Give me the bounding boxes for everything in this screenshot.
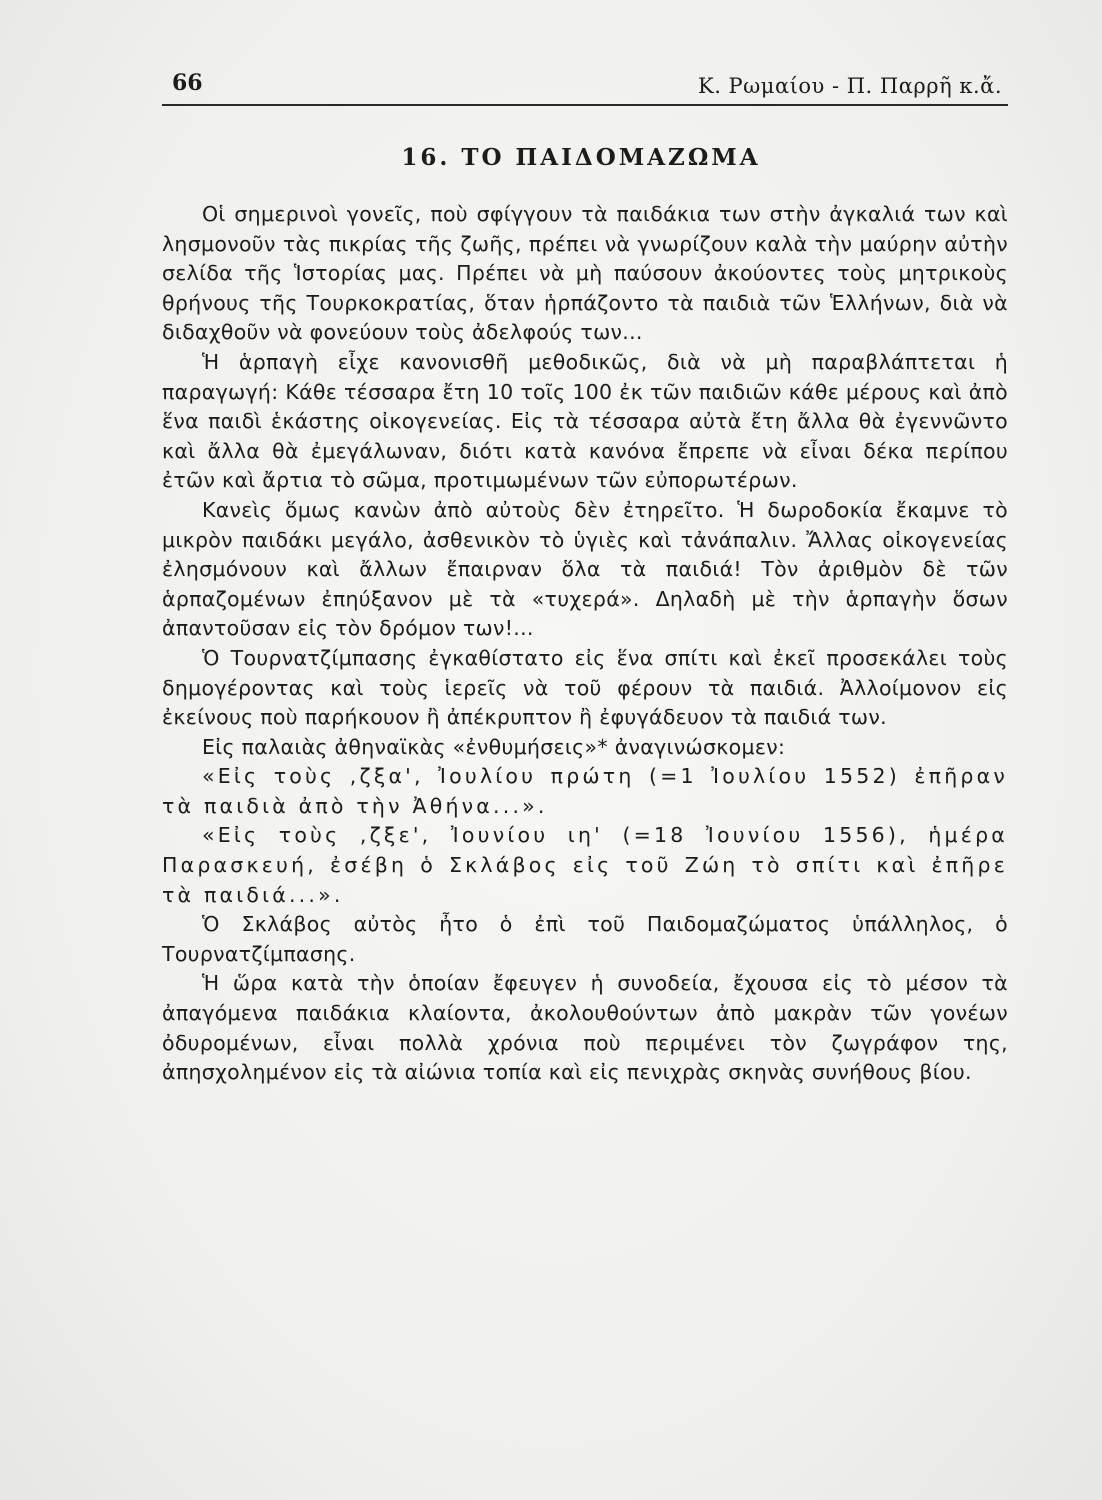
paragraph-2: Ἡ ἁρπαγὴ εἶχε κανονισθῆ μεθοδικῶς, διὰ νὰ μὴ παραβλάπτεται ἡ παραγωγή: Κάθε τέσσαρα ἔτη 10 τοῖς 100 ἐκ τῶν παιδιῶν κάθε μέρους καὶ ἀπὸ ἕνα παιδὶ ἑκάστης οἰκογενείας. Εἰς τὰ τέσσαρα αὐτὰ ἔτη ἄλλα θὰ ἐγεννῶντο καὶ ἄλλα θὰ ἐμεγάλωναν, διότι κατὰ κανόνα ἔπρεπε νὰ εἶναι δέκα περίπου ἐτῶν καὶ ἄρτια τὸ σῶμα, προτιμωμένων τῶν εὐπορωτέρων. [162, 349, 1008, 493]
paragraph-7: Ἡ ὥρα κατὰ τὴν ὁποίαν ἔφευγεν ἡ συνοδεία, ἔχουσα εἰς τὸ μέσον τὰ ἀπαγόμενα παιδάκια κλαίοντα, ἀκολουθούντων ἀπὸ μακρὰν τῶν γονέων ὀδυρομένων, εἶναι πολλὰ χρόνια ποὺ περιμένει τὸν ζωγράφον της, ἀπησχολημένον εἰς τὰ αἰώνια τοπία καὶ εἰς πενιχρὰς σκηνὰς συνήθους βίου. [162, 971, 1008, 1085]
page-number: 66 [172, 70, 203, 96]
paragraph-3: Κανεὶς ὅμως κανὼν ἀπὸ αὐτοὺς δὲν ἐτηρεῖτο. Ἡ δωροδοκία ἔκαμνε τὸ μικρὸν παιδάκι μεγάλο, ἀσθενικὸν τὸ ὑγιὲς καὶ τἀνάπαλιν. Ἄλλας οἰκογενείας ἐλησμόνουν καὶ ἄλλων ἔπαιρναν ὅλα τὰ παιδιά! Τὸν ἀριθμὸν δὲ τῶν ἁρπαζομένων ἐπηύξανον μὲ τὰ «τυχερά». Δηλαδὴ μὲ τὴν ἁρπαγὴν ὅσων ἀπαντοῦσαν εἰς τὸν δρόμον των!... [162, 497, 1008, 641]
paragraph-5: Εἰς παλαιὰς ἀθηναϊκὰς «ἐνθυμήσεις»* ἀναγινώσκομεν: [202, 734, 786, 759]
paragraph-1: Οἱ σημερινοὶ γονεῖς, ποὺ σφίγγουν τὰ παιδάκια των στὴν ἀγκαλιά των καὶ λησμονοῦν τὰς πικρίας τῆς ζωῆς, πρέπει νὰ γνωρίζουν καλὰ τὴν μαύρην αὐτὴν σελίδα τῆς Ἱστορίας μας. Πρέπει νὰ μὴ παύσουν ἀκούοντες τοὺς μητρικοὺς θρήνους τῆς Τουρκοκρατίας, ὅταν ἡρπάζοντο τὰ παιδιὰ τῶν Ἑλλήνων, διὰ νὰ διδαχθοῦν νὰ φονεύουν τοὺς ἀδελφούς των... [162, 202, 1008, 345]
chapter-title: 16. ΤΟ ΠΑΙΔΟΜΑΖΩΜΑ [401, 144, 761, 171]
quote-1: «Εἰς τοὺς ,ζξα', Ἰουλίου πρώτη (=1 Ἰουλίου 1552) ἐπῆραν τὰ παιδιὰ ἀπὸ τὴν Ἀθήνα...». [162, 764, 1008, 818]
running-head: Κ. Ρωμαίου - Π. Παρρῆ κ.ἄ. [698, 74, 1002, 98]
quote-2: «Εἰς τοὺς ,ζξε', Ἰουνίου ιη' (=18 Ἰουνίου 1556), ἡμέρα Παρασκευή, ἐσέβη ὁ Σκλάβος εἰς τοῦ Ζώη τὸ σπίτι καὶ ἐπῆρε τὰ παιδιά...». [162, 823, 1008, 907]
page-header [162, 70, 1008, 106]
body-text [162, 200, 1008, 1088]
paragraph-6: Ὁ Σκλάβος αὐτὸς ἦτο ὁ ἐπὶ τοῦ Παιδομαζώματος ὑπάλληλος, ὁ Τουρνατζίμπασης. [162, 912, 1008, 966]
paragraph-4: Ὁ Τουρνατζίμπασης ἐγκαθίστατο εἰς ἕνα σπίτι καὶ ἐκεῖ προσεκάλει τοὺς δημογέροντας καὶ τοὺς ἱερεῖς νὰ τοῦ φέρουν τὰ παιδιά. Ἀλλοίμονον εἰς ἐκείνους ποὺ παρήκουον ἢ ἀπέκρυπτον ἢ ἐφυγάδευον τὰ παιδιά των. [162, 645, 1008, 730]
